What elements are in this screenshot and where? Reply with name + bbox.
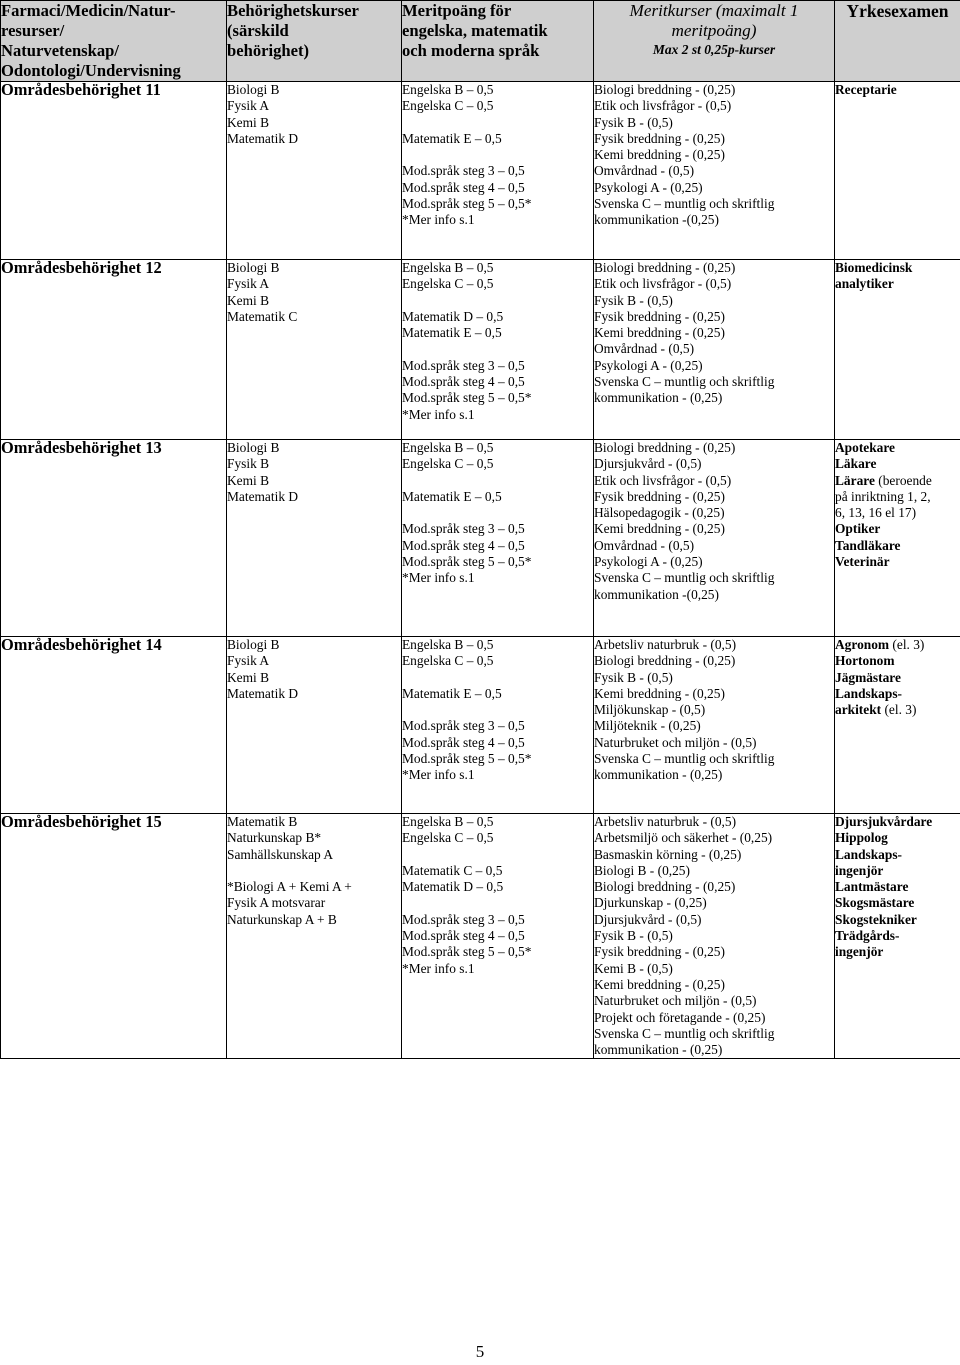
- cell-line: Fysik breddning - (0,25): [594, 130, 725, 146]
- profession-name: på inriktning 1, 2,: [835, 488, 931, 504]
- cell-line: Fysik A: [227, 276, 270, 292]
- profession-name: Veterinär: [835, 554, 890, 570]
- requirements-cell: [227, 82, 402, 260]
- cell-line: *Mer info s.1: [402, 212, 475, 228]
- cell-line: Svenska C – muntlig och skriftlig: [594, 570, 775, 586]
- header-yrkesexamen: [835, 1, 960, 82]
- header-line: (särskild: [227, 21, 289, 40]
- cell-line: Mod.språk steg 5 – 0,5*: [402, 751, 532, 767]
- profession-name: Landskaps-: [835, 685, 902, 701]
- cell-line: Svenska C – muntlig och skriftlig: [594, 374, 775, 390]
- cell-line: [402, 341, 593, 357]
- profession-name: Biomedicinsk: [835, 260, 913, 275]
- cell-line: Matematik D: [227, 130, 299, 146]
- cell-line: [402, 895, 593, 911]
- cell-line: Matematik D – 0,5: [402, 308, 504, 324]
- header-line: Naturvetenskap/: [1, 41, 120, 60]
- cell-line: Matematik C – 0,5: [402, 862, 503, 878]
- profession-line: [835, 686, 960, 702]
- requirements-cell: [227, 440, 402, 637]
- cell-line: Kemi B: [227, 292, 270, 308]
- cell-line: Mod.språk steg 4 – 0,5: [402, 537, 525, 553]
- cell-line: Mod.språk steg 5 – 0,5*: [402, 196, 532, 212]
- cell-line: Naturbruket och miljön - (0,5): [594, 734, 757, 750]
- cell-line: Kemi B: [227, 472, 270, 488]
- cell-line: Engelska C – 0,5: [402, 276, 494, 292]
- cell-line: Etik och livsfrågor - (0,5): [594, 276, 732, 292]
- profession-name: Hippolog: [835, 830, 888, 846]
- header-line: Farmaci/Medicin/Natur-: [1, 1, 176, 20]
- cell-line: Mod.språk steg 3 – 0,5: [402, 521, 525, 537]
- cell-line: Etik och livsfrågor - (0,5): [594, 472, 732, 488]
- cell-line: Kemi B: [227, 669, 270, 685]
- cell-line: Mod.språk steg 4 – 0,5: [402, 734, 525, 750]
- header-line: Odontologi/Undervisning: [1, 61, 181, 80]
- header-line: Yrkesexamen: [846, 1, 949, 21]
- cell-line: Matematik C: [227, 308, 298, 324]
- profession-name: Trädgårds-: [835, 928, 900, 944]
- profession-line: [835, 847, 960, 863]
- table-row: [1, 637, 960, 814]
- area-cell: Områdesbehörighet 13: [1, 440, 227, 637]
- cell-line: Omvårdnad - (0,5): [594, 537, 695, 553]
- cell-line: Engelska C – 0,5: [402, 98, 494, 114]
- profession-name: Jägmästare: [835, 669, 901, 685]
- cell-line: Fysik A: [227, 653, 270, 669]
- cell-line: Fysik breddning - (0,25): [594, 488, 725, 504]
- cell-line: Miljöteknik - (0,25): [594, 718, 701, 734]
- profession-name: Hortonom: [835, 653, 895, 669]
- yrkesexamen-cell: [835, 814, 960, 1059]
- cell-line: *Mer info s.1: [402, 960, 475, 976]
- cell-line: Biologi breddning - (0,25): [594, 653, 736, 669]
- profession-name: arkitekt: [835, 702, 882, 718]
- cell-line: Engelska C – 0,5: [402, 653, 494, 669]
- profession-line: [835, 830, 960, 846]
- cell-line: Engelska C – 0,5: [402, 456, 494, 472]
- cell-line: Omvårdnad - (0,5): [594, 341, 695, 357]
- cell-line: Kemi breddning - (0,25): [594, 976, 725, 992]
- cell-line: Naturkunskap A + B: [227, 911, 337, 927]
- cell-line: kommunikation - (0,25): [594, 390, 723, 406]
- cell-line: *Mer info s.1: [402, 767, 475, 783]
- profession-line: [835, 863, 960, 879]
- cell-line: Engelska B – 0,5: [402, 814, 494, 829]
- profession-line: [835, 521, 960, 537]
- profession-line: [835, 944, 960, 960]
- profession-line: [835, 538, 960, 554]
- cell-line: Kemi breddning - (0,25): [594, 685, 725, 701]
- cell-line: Arbetsmiljö och säkerhet - (0,25): [594, 830, 773, 846]
- cell-line: Biologi B: [227, 440, 280, 455]
- profession-line: [835, 670, 960, 686]
- table-row: [1, 814, 960, 1059]
- meritpoang-cell: [402, 440, 594, 637]
- cell-line: [402, 847, 593, 863]
- header-line: Behörighetskurser: [227, 1, 359, 20]
- profession-line: [835, 440, 960, 456]
- cell-line: Kemi B - (0,5): [594, 960, 673, 976]
- profession-name: Lärare: [835, 472, 875, 488]
- header-line: meritpoäng): [671, 21, 757, 40]
- area-cell: Områdesbehörighet 11: [1, 82, 227, 260]
- cell-line: *Mer info s.1: [402, 570, 475, 586]
- cell-line: Biologi breddning - (0,25): [594, 82, 736, 97]
- cell-line: Biologi breddning - (0,25): [594, 260, 736, 275]
- cell-line: Mod.språk steg 3 – 0,5: [402, 357, 525, 373]
- table-row: [1, 82, 960, 260]
- profession-name: ingenjör: [835, 944, 884, 960]
- cell-line: Mod.språk steg 4 – 0,5: [402, 928, 525, 944]
- requirements-cell: [227, 814, 402, 1059]
- cell-line: Engelska B – 0,5: [402, 637, 494, 652]
- cell-line: Fysik A: [227, 98, 270, 114]
- profession-name: Lantmästare: [835, 879, 909, 895]
- header-line: och moderna språk: [402, 41, 540, 60]
- profession-line: [835, 814, 960, 830]
- cell-line: Matematik E – 0,5: [402, 130, 502, 146]
- cell-line: Fysik B - (0,5): [594, 928, 673, 944]
- cell-line: Fysik breddning - (0,25): [594, 944, 725, 960]
- header-subline: Max 2 st 0,25p-kurser: [652, 42, 776, 57]
- cell-line: Mod.språk steg 5 – 0,5*: [402, 390, 532, 406]
- cell-line: Biologi breddning - (0,25): [594, 440, 736, 455]
- area-cell: Områdesbehörighet 14: [1, 637, 227, 814]
- cell-line: Djurkunskap - (0,25): [594, 895, 707, 911]
- cell-line: kommunikation - (0,25): [594, 1042, 723, 1058]
- meritpoang-cell: [402, 260, 594, 440]
- profession-name: Djursjukvårdare: [835, 814, 933, 829]
- cell-line: Arbetsliv naturbruk - (0,5): [594, 814, 737, 829]
- profession-line: [835, 82, 960, 98]
- meritpoang-cell: [402, 637, 594, 814]
- cell-line: Svenska C – muntlig och skriftlig: [594, 1025, 775, 1041]
- yrkesexamen-cell: [835, 82, 960, 260]
- requirements-cell: [227, 637, 402, 814]
- cell-line: Mod.språk steg 3 – 0,5: [402, 718, 525, 734]
- cell-line: Matematik B: [227, 814, 298, 829]
- profession-line: [835, 912, 960, 928]
- profession-name: Landskaps-: [835, 846, 902, 862]
- header-line: engelska, matematik: [402, 21, 548, 40]
- profession-line: [835, 489, 960, 505]
- area-cell: Områdesbehörighet 15: [1, 814, 227, 1059]
- cell-line: Biologi breddning - (0,25): [594, 879, 736, 895]
- cell-line: Engelska C – 0,5: [402, 830, 494, 846]
- cell-line: Fysik B: [227, 456, 270, 472]
- cell-line: Miljökunskap - (0,5): [594, 702, 706, 718]
- table-row: [1, 440, 960, 637]
- profession-line: [835, 702, 960, 718]
- cell-line: Svenska C – muntlig och skriftlig: [594, 196, 775, 212]
- cell-line: Mod.språk steg 3 – 0,5: [402, 163, 525, 179]
- cell-line: Fysik breddning - (0,25): [594, 308, 725, 324]
- cell-line: [402, 473, 593, 489]
- cell-line: Biologi B - (0,25): [594, 862, 690, 878]
- cell-line: Psykologi A - (0,25): [594, 554, 703, 570]
- cell-line: kommunikation -(0,25): [594, 212, 719, 228]
- profession-note: (beroende: [874, 472, 932, 488]
- cell-line: Matematik E – 0,5: [402, 488, 502, 504]
- cell-line: Biologi B: [227, 260, 280, 275]
- header-requirements: [227, 1, 402, 82]
- header-row: [1, 1, 960, 82]
- profession-line: [835, 653, 960, 669]
- profession-name: Skogstekniker: [835, 911, 917, 927]
- cell-line: Mod.språk steg 4 – 0,5: [402, 374, 525, 390]
- requirements-cell: [227, 260, 402, 440]
- cell-line: Naturbruket och miljön - (0,5): [594, 993, 757, 1009]
- profession-name: Läkare: [835, 456, 877, 472]
- meritpoang-cell: [402, 814, 594, 1059]
- cell-line: Mod.språk steg 5 – 0,5*: [402, 554, 532, 570]
- cell-line: Samhällskunskap A: [227, 846, 334, 862]
- cell-line: Matematik E – 0,5: [402, 685, 502, 701]
- meritkurser-cell: [594, 440, 835, 637]
- profession-name: Skogsmästare: [835, 895, 915, 911]
- cell-line: Omvårdnad - (0,5): [594, 163, 695, 179]
- profession-name: Tandläkare: [835, 537, 901, 553]
- cell-line: Fysik B - (0,5): [594, 114, 673, 130]
- cell-line: Fysik B - (0,5): [594, 292, 673, 308]
- cell-line: Fysik A motsvarar: [227, 895, 326, 911]
- meritkurser-cell: [594, 814, 835, 1059]
- cell-line: Kemi breddning - (0,25): [594, 521, 725, 537]
- profession-line: [835, 879, 960, 895]
- profession-name: analytiker: [835, 276, 894, 292]
- cell-line: Mod.språk steg 3 – 0,5: [402, 911, 525, 927]
- cell-line: [402, 505, 593, 521]
- profession-line: [835, 473, 960, 489]
- cell-line: Kemi breddning - (0,25): [594, 147, 725, 163]
- cell-line: Hälsopedagogik - (0,25): [594, 505, 725, 521]
- cell-line: Kemi breddning - (0,25): [594, 325, 725, 341]
- cell-line: kommunikation - (0,25): [594, 767, 723, 783]
- cell-line: *Mer info s.1: [402, 406, 475, 422]
- header-meritkurser: [594, 1, 835, 82]
- header-line: Meritkurser (maximalt 1: [629, 1, 799, 20]
- cell-line: [402, 702, 593, 718]
- header-line: resurser/: [1, 21, 65, 40]
- cell-line: Djursjukvård - (0,5): [594, 911, 702, 927]
- cell-line: Biologi B: [227, 82, 280, 97]
- cell-line: [402, 115, 593, 131]
- profession-line: [835, 554, 960, 570]
- header-meritpoang: [402, 1, 594, 82]
- profession-line: [835, 637, 960, 653]
- cell-line: Matematik D – 0,5: [402, 879, 504, 895]
- cell-line: Engelska B – 0,5: [402, 82, 494, 97]
- profession-line: [835, 276, 960, 292]
- profession-line: [835, 895, 960, 911]
- cell-line: Fysik B - (0,5): [594, 669, 673, 685]
- profession-name: Optiker: [835, 521, 881, 537]
- cell-line: [402, 670, 593, 686]
- profession-name: Receptarie: [835, 82, 897, 97]
- cell-line: Svenska C – muntlig och skriftlig: [594, 751, 775, 767]
- header-program-areas: [1, 1, 227, 82]
- area-cell: Områdesbehörighet 12: [1, 260, 227, 440]
- cell-line: Naturkunskap B*: [227, 830, 322, 846]
- cell-line: [402, 147, 593, 163]
- profession-note: (el. 3): [881, 702, 917, 718]
- page-number: 5: [475, 1342, 485, 1361]
- meritpoang-cell: [402, 82, 594, 260]
- cell-line: Psykologi A - (0,25): [594, 179, 703, 195]
- meritkurser-cell: [594, 637, 835, 814]
- profession-name: Apotekare: [835, 440, 896, 455]
- table-body: [1, 82, 960, 1059]
- yrkesexamen-cell: [835, 260, 960, 440]
- profession-line: [835, 456, 960, 472]
- cell-line: Arbetsliv naturbruk - (0,5): [594, 637, 737, 652]
- cell-line: [227, 863, 401, 879]
- profession-line: [835, 505, 960, 521]
- yrkesexamen-cell: [835, 440, 960, 637]
- yrkesexamen-cell: [835, 637, 960, 814]
- cell-line: *Biologi A + Kemi A +: [227, 879, 352, 895]
- cell-line: Matematik D: [227, 685, 299, 701]
- profession-line: [835, 260, 960, 276]
- cell-line: Matematik D: [227, 488, 299, 504]
- profession-note: (el. 3): [889, 637, 925, 652]
- profession-name: 6, 13, 16 el 17): [835, 505, 917, 521]
- cell-line: Mod.språk steg 5 – 0,5*: [402, 944, 532, 960]
- cell-line: Engelska B – 0,5: [402, 440, 494, 455]
- table-row: [1, 260, 960, 440]
- cell-line: kommunikation -(0,25): [594, 586, 719, 602]
- cell-line: Matematik E – 0,5: [402, 325, 502, 341]
- cell-line: Engelska B – 0,5: [402, 260, 494, 275]
- meritkurser-cell: [594, 82, 835, 260]
- cell-line: Mod.språk steg 4 – 0,5: [402, 179, 525, 195]
- cell-line: Biologi B: [227, 637, 280, 652]
- profession-name: Agronom: [835, 637, 890, 652]
- cell-line: Basmaskin körning - (0,25): [594, 846, 742, 862]
- cell-line: [402, 293, 593, 309]
- cell-line: Kemi B: [227, 114, 270, 130]
- profession-line: [835, 928, 960, 944]
- header-line: behörighet): [227, 41, 310, 60]
- cell-line: Psykologi A - (0,25): [594, 357, 703, 373]
- profession-name: ingenjör: [835, 862, 884, 878]
- cell-line: Djursjukvård - (0,5): [594, 456, 702, 472]
- header-line: Meritpoäng för: [402, 1, 512, 20]
- cell-line: Etik och livsfrågor - (0,5): [594, 98, 732, 114]
- meritkurser-cell: [594, 260, 835, 440]
- cell-line: Projekt och företagande - (0,25): [594, 1009, 766, 1025]
